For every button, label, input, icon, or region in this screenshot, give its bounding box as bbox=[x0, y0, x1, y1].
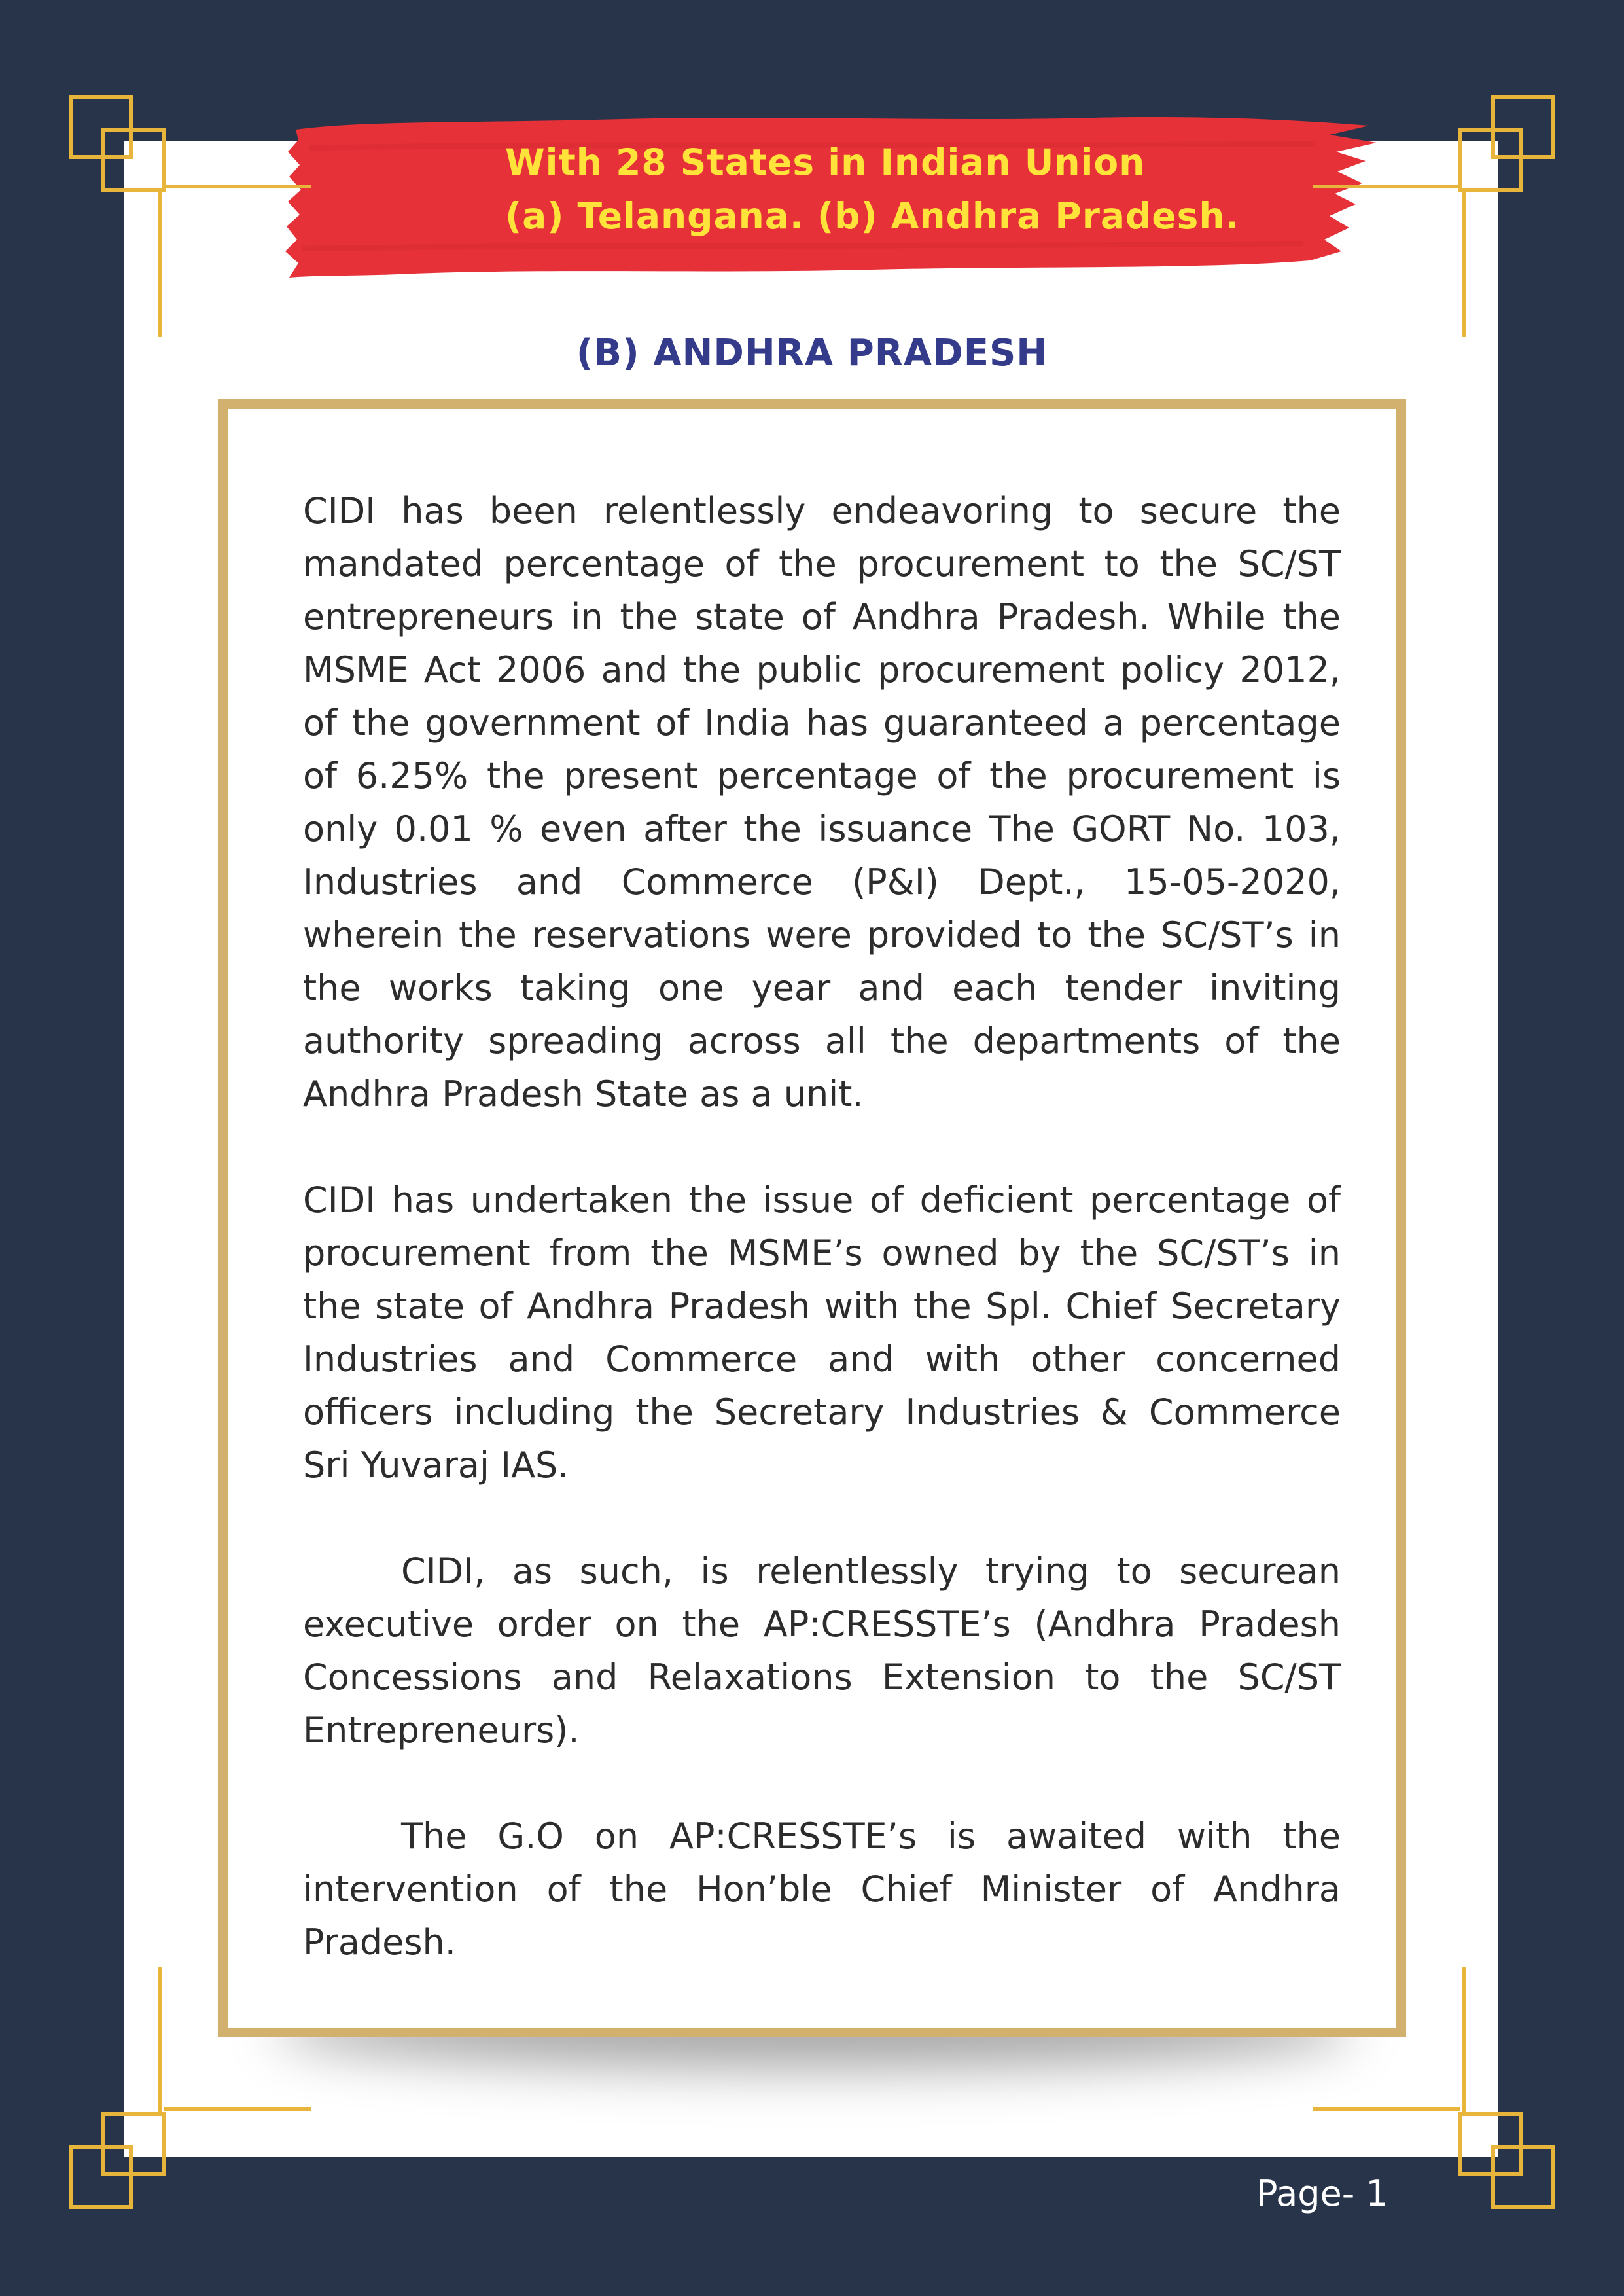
page-number: Page- 1 bbox=[1256, 2173, 1388, 2214]
paragraph-4: The G.O on AP:CRESSTE’s is awaited with the intervention of the Hon’ble Chief Minister of Andhra Pradesh. bbox=[303, 1816, 1341, 1963]
corner-ornament-top-left-icon bbox=[65, 92, 314, 340]
section-title: (B) ANDHRA PRADESH bbox=[576, 332, 1048, 374]
banner-line-1: With 28 States in Indian Union bbox=[505, 141, 1146, 183]
paragraph-1: CIDI has been relentlessly endeavoring to secure the mandated percentage of the procurement to the SC/ST entrepreneurs in the state of Andhra Pradesh. While the MSME Act 2006 and the public procurement policy 2012, of the government of India has guaranteed a percentage of 6.25% the present percentage of the procurement is only 0.01 % even after the issuance The GORT No. 103, Industries and Commerce (P&I) Dept., 15-05-2020, wherein the reservations were provided to the SC/ST’s in the works taking one year and each tender inviting authority spreading across all the departments of the Andhra Pradesh State as a unit. bbox=[303, 490, 1341, 1115]
banner-line-2: (a) Telangana. (b) Andhra Pradesh. bbox=[505, 195, 1240, 237]
paragraph-2: CIDI has undertaken the issue of deficient percentage of procurement from the MSME’s owned by the SC/ST’s in the state of Andhra Pradesh with the Spl. Chief Secretary Industries and Commerce and with other concerned officers including the Secretary Industries & Commerce Sri Yuvaraj IAS. bbox=[303, 1179, 1341, 1486]
body-text bbox=[303, 484, 1341, 2022]
header-banner bbox=[283, 106, 1382, 284]
content-frame bbox=[218, 399, 1406, 2037]
corner-ornament-bottom-right-icon bbox=[1310, 1964, 1559, 2212]
paragraph-3: CIDI, as such, is relentlessly trying to securean executive order on the AP:CRESSTE’s (Andhra Pradesh Concessions and Relaxations Extension to the SC/ST Entrepreneurs). bbox=[303, 1551, 1341, 1751]
corner-ornament-bottom-left-icon bbox=[65, 1964, 314, 2212]
corner-ornament-top-right-icon bbox=[1310, 92, 1559, 340]
